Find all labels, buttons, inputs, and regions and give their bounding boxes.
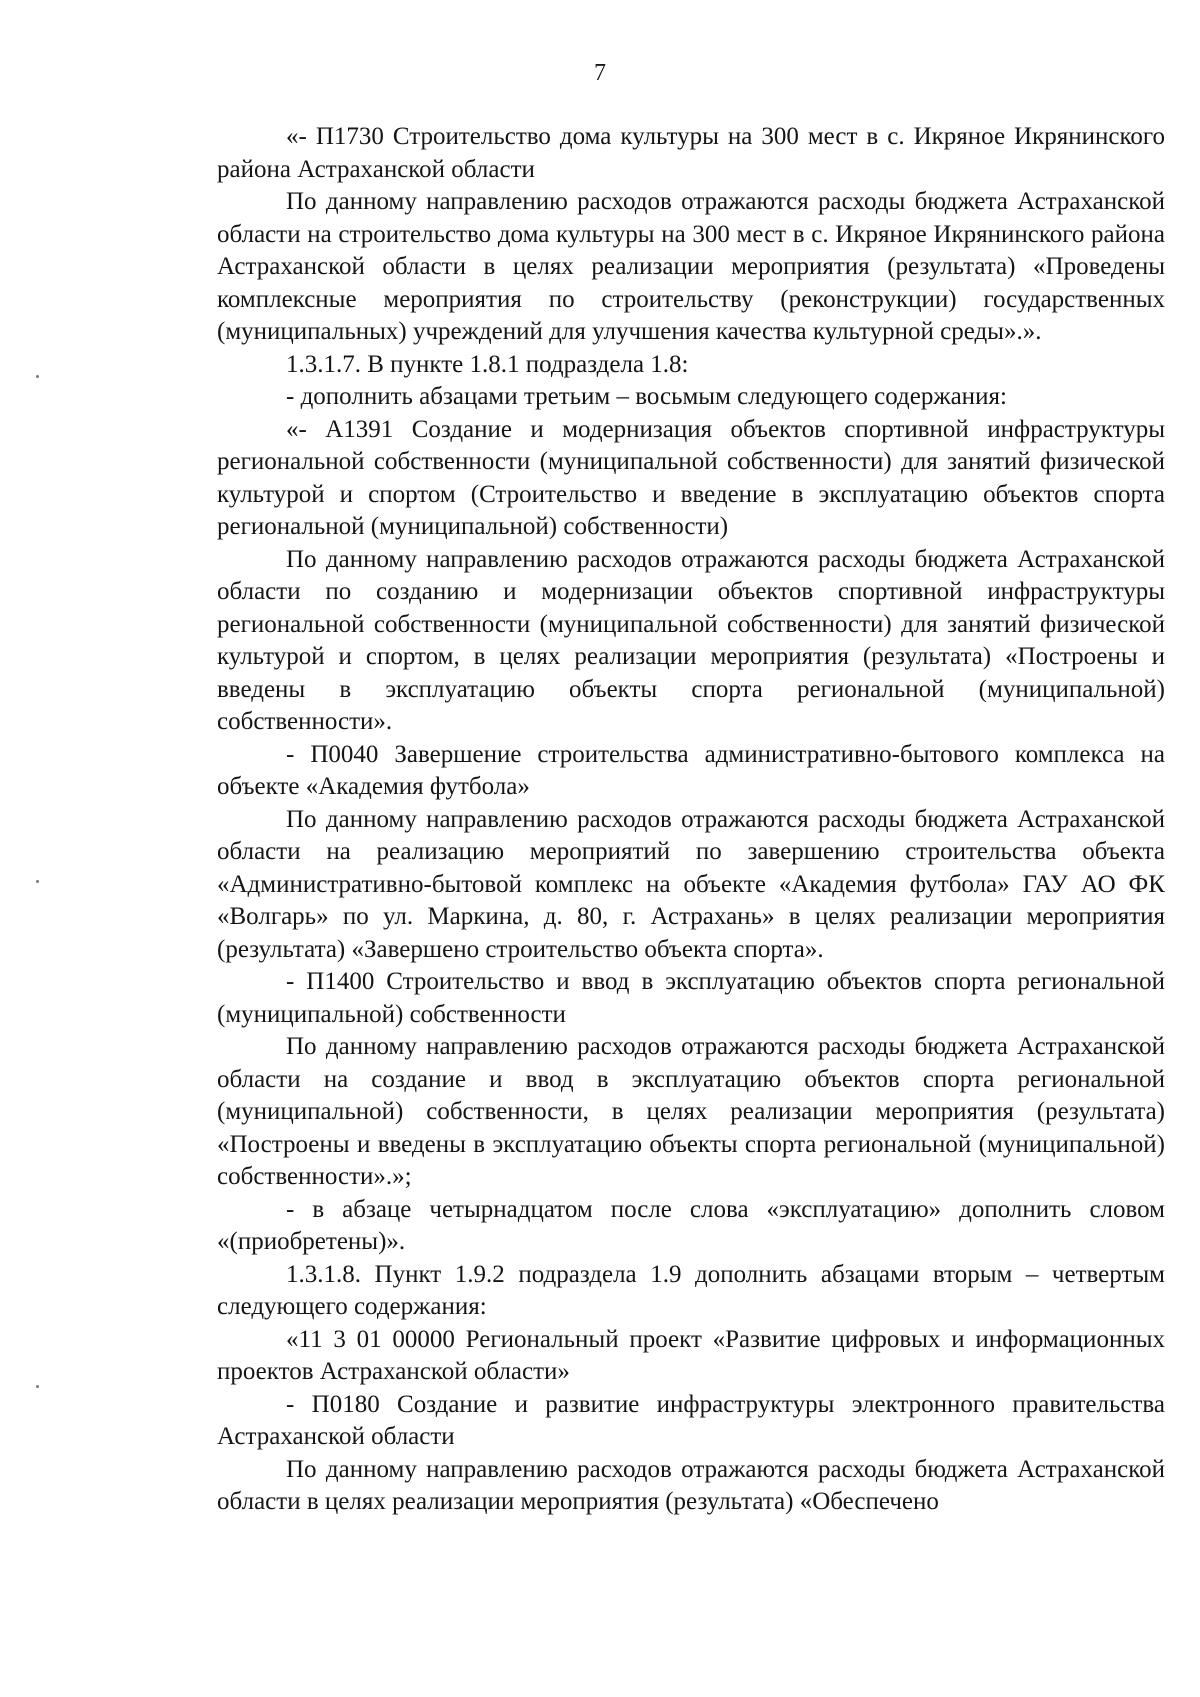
paragraph-a1391-title: «- А1391 Создание и модернизация объектов спортивной инфраструктуры региональной собственности (муниципальной собственности) для занятий физической культурой и спортом (Строительство и введение в эксплуатацию объектов спорта региональной (муниципальной) собственности): [217, 415, 1165, 540]
scan-speck: [36, 1385, 39, 1388]
paragraph-p0180-title: - П0180 Создание и развитие инфраструктуры электронного правительства Астраханской области: [217, 1390, 1165, 1450]
paragraph-p1400-title: - П1400 Строительство и ввод в эксплуатацию объектов спорта региональной (муниципальной) собственности: [217, 968, 1165, 1028]
document-body: [217, 121, 1165, 1519]
paragraph-item-1-3-1-8: 1.3.1.8. Пункт 1.9.2 подраздела 1.9 дополнить абзацами вторым – четвертым следующего содержания:: [217, 1260, 1165, 1320]
paragraph-item-1-3-1-7: 1.3.1.7. В пункте 1.8.1 подраздела 1.8:: [286, 350, 689, 378]
paragraph-add-items-3-8: - дополнить абзацами третьим – восьмым следующего содержания:: [286, 383, 1007, 410]
paragraph-p1730-title: «- П1730 Строительство дома культуры на 300 мест в с. Икряное Икрянинского района Астраханской области: [217, 123, 1165, 183]
paragraph-p1400-description: По данному направлению расходов отражаются расходы бюджета Астраханской области на создание и ввод в эксплуатацию объектов спорта региональной (муниципальной) собственности, в целях реализации мероприятия (результата) «Построены и введены в эксплуатацию объекты спорта региональной (муниципальной) собственности».»;: [217, 1033, 1165, 1190]
scan-speck: [36, 880, 39, 883]
paragraph-a1391-description: По данному направлению расходов отражаются расходы бюджета Астраханской области по созданию и модернизации объектов спортивной инфраструктуры региональной собственности (муниципальной собственности) для занятий физической культурой и спортом, в целях реализации мероприятия (результата) «Построены и введены в эксплуатацию объекты спорта региональной (муниципальной) собственности».: [217, 545, 1165, 735]
paragraph-item-14-amendment: - в абзаце четырнадцатом после слова «эксплуатацию» дополнить словом «(приобретены)».: [217, 1195, 1165, 1255]
paragraph-regional-project: «11 3 01 00000 Региональный проект «Развитие цифровых и информационных проектов Астраханской области»: [217, 1325, 1165, 1385]
paragraph-p0180-description: По данному направлению расходов отражаются расходы бюджета Астраханской области в целях реализации мероприятия (результата) «Обеспечено: [217, 1455, 1165, 1515]
scan-speck: [36, 375, 39, 378]
paragraph-p0040-title: - П0040 Завершение строительства административно-бытового комплекса на объекте «Академия футбола»: [217, 740, 1165, 800]
paragraph-p1730-description: По данному направлению расходов отражаются расходы бюджета Астраханской области на строительство дома культуры на 300 мест в с. Икряное Икрянинского района Астраханской области в целях реализации мероприятия (результата) «Проведены комплексные мероприятия по строительству (реконструкции) государственных (муниципальных) учреждений для улучшения качества культурной среды».».: [217, 188, 1165, 345]
page-number: 7: [594, 60, 606, 86]
paragraph-p0040-description: По данному направлению расходов отражаются расходы бюджета Астраханской области на реализацию мероприятий по завершению строительства объекта «Административно-бытовой комплекс на объекте «Академия футбола» ГАУ АО ФК «Волгарь» по ул. Маркина, д. 80, г. Астрахань» в целях реализации мероприятия (результата) «Завершено строительство объекта спорта».: [217, 805, 1165, 963]
